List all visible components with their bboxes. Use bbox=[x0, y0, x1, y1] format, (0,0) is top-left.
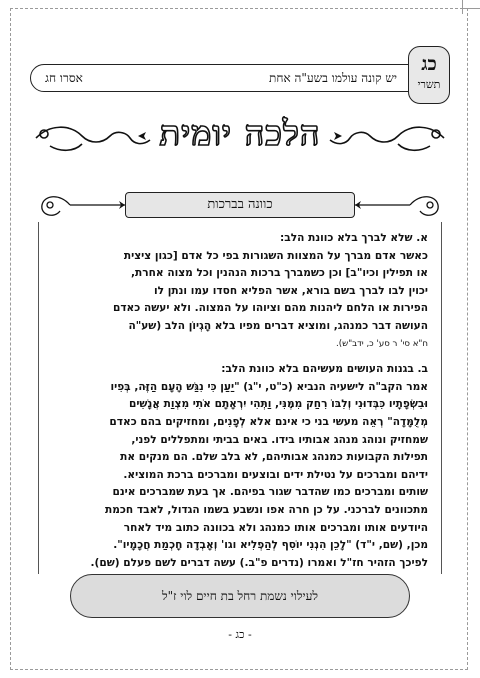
book-title: יש קונה עולמו בשע"ה אחת bbox=[269, 71, 397, 85]
section-header bbox=[30, 189, 450, 223]
paragraph-heading: א. שלא לברך בלא כוונת הלב: bbox=[280, 232, 428, 244]
section-title-box bbox=[125, 192, 355, 218]
paragraph-2 bbox=[52, 361, 428, 572]
memorial-banner bbox=[70, 574, 410, 618]
crop-mark bbox=[462, 8, 480, 9]
page-number: - כג - bbox=[228, 628, 252, 641]
main-title: הלכה יומית bbox=[159, 114, 321, 154]
paragraph-line: ידיהם ומברכים על נטילת ידים ובוצעים ומברכים ברכת המוציא. bbox=[123, 468, 428, 481]
paragraph-line: יכוין לבו לברך בשם בורא, אשר הפליא חסדו עמו ונתן לו bbox=[153, 284, 428, 297]
paragraph-1 bbox=[52, 230, 428, 353]
paragraph-line: העושה דבר כמנהג, ומוציא דברים מפיו בלא הָגְיוֹן הלב (שע"ה bbox=[128, 319, 428, 332]
paragraph-line: מכן, (שם, י"ד) "לָכֵן הִנְנִי יוֹסִף לְהַפְלִיא וגו' וְאָבְדָה חָכְמַת חֲכָמָיו". bbox=[113, 539, 428, 552]
memorial-text: לעילוי נשמת רחל בת חיים לוי ז"ל bbox=[162, 589, 318, 603]
paragraph-line: תפילות הקבועות כמנהג אבותיהם, לא בלב שלם. הם מנקים את bbox=[120, 451, 428, 464]
paragraph-line: מְלֻמָּדָה" רְאֵה מעשי בני כי אינם אלא לְפָנִים, ומחזיקים בהם כאדם bbox=[109, 415, 428, 428]
header-bar bbox=[30, 64, 450, 92]
paragraph-line: וּבִשְׂפָתָיו כִּבְּדוּנִי וְלִבּוֹ רִחַק מִמֶּנִּי, וַתְּהִי יִרְאָתָם אֹתִי מִצְוַת אֲנָשִׁים bbox=[128, 398, 428, 411]
paragraph-line: לפיכך הזהיר חז"ל ואמרו (נדרים פ"ב.) עשה דברים לשם פעלם (שם). bbox=[90, 556, 428, 569]
paragraph-heading: ב. בגנות העושים מעשיהם בלא כוונת הלב: bbox=[221, 363, 428, 376]
paragraph-line: מתכוונים לברכני. על כן חרה אפו ונשבע בשמו הגדול, לאבד חכמת bbox=[105, 503, 428, 516]
paragraph-source: ח"א סי' ר סע' כ, ידב"ש). bbox=[336, 338, 428, 349]
paragraph-line: היודעים אותו ומברכים אותו כמנהג ולא בכוונה כתוב מיד לאחר bbox=[123, 521, 428, 534]
crop-mark bbox=[462, 0, 463, 14]
paragraph-line: שותים ומברכים כמו שהדבר שגור בפיהם. אך בעת שמברכים אינם bbox=[112, 486, 428, 499]
paragraph-line: אמר הקב"ה לישעיה הנביא (כ"ט, י"ג) "יַעַן כִּי נִגַּשׁ הָעָם הַזֶּה, בְּפִיו bbox=[110, 380, 428, 393]
paragraph-line: שמחזיק ונוהג מנהג אבותיו בידו. באים בביתי ומתפללים לפני, bbox=[131, 433, 428, 446]
paragraph-line: הפירות או הלחם ליהנות מהם וציוהו על המצוה. ולא יעשה כאדם bbox=[112, 302, 428, 315]
date-month: תשרי bbox=[417, 78, 441, 91]
paragraph-line: כאשר אדם מברך על המצוות השגורות בפי כל אדם [כגון ציצית bbox=[123, 249, 428, 262]
date-badge bbox=[408, 46, 450, 104]
section-title: כוונה בברכות bbox=[207, 197, 273, 212]
page bbox=[30, 24, 450, 654]
date-label: אסרו חג bbox=[45, 71, 83, 85]
body-text bbox=[52, 230, 428, 572]
title-area bbox=[30, 106, 450, 166]
date-day: כג bbox=[421, 53, 437, 75]
paragraph-line: או תפילין וכיו"ב] וכן כשמברך ברכות הנהנין וכל מצוה אחרת, bbox=[131, 267, 428, 280]
